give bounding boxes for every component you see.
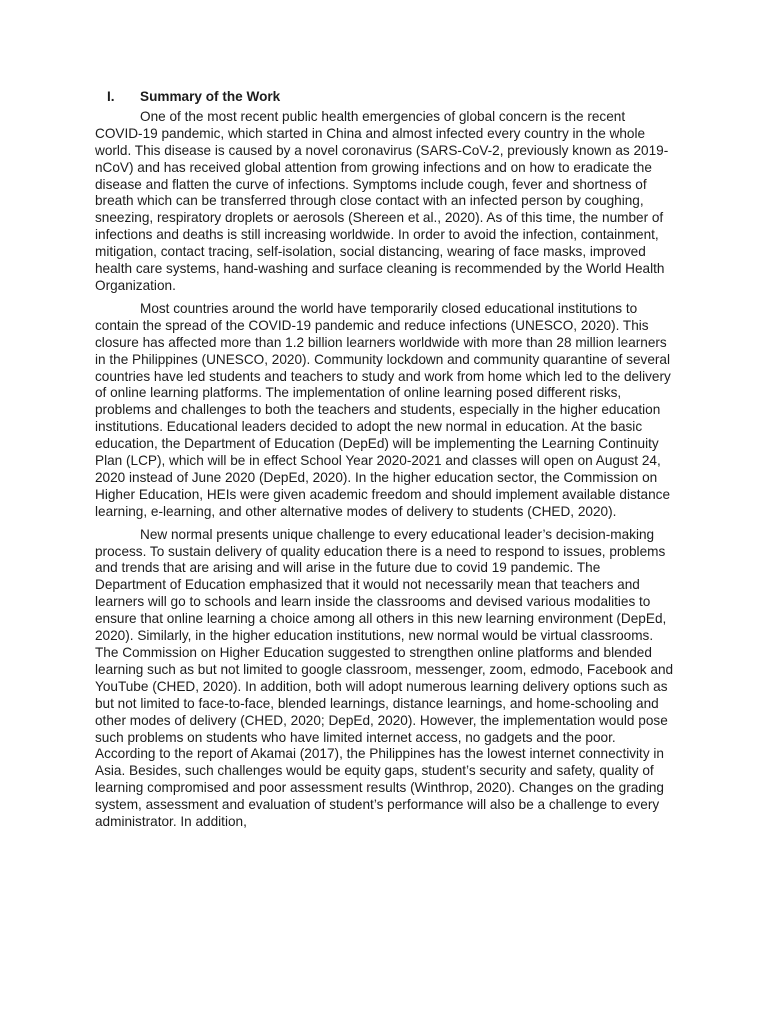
section-number: I.: [107, 89, 115, 104]
section-title: Summary of the Work: [140, 89, 281, 104]
paragraph-3: New normal presents unique challenge to every educational leader’s decision-making process. To sustain delivery of quality education there is a need to respond to issues, problems and trends that are arising and will arise in the future due to covid 19 pandemic. The Department of Education emphasized that it would not necessarily mean that teachers and learners will go to schools and learn inside the classrooms and devised various modalities to ensure that online learning a choice among all others in this new learning environment (DepEd, 2020). Similarly, in the higher education institutions, new normal would be virtual classrooms. The Commission on Higher Education suggested to strengthen online platforms and blended learning such as but not limited to google classroom, messenger, zoom, edmodo, Facebook and YouTube (CHED, 2020). In addition, both will adopt numerous learning delivery options such as but not limited to face-to-face, blended learnings, distance learnings, and home-schooling and other modes of delivery (CHED, 2020; DepEd, 2020). However, the implementation would pose such problems on students who have limited internet access, no gadgets and the poor. According to the report of Akamai (2017), the Philippines has the lowest internet connectivity in Asia. Besides, such challenges would be equity gaps, student’s security and safety, quality of learning compromised and poor assessment results (Winthrop, 2020). Changes on the grading system, assessment and evaluation of student’s performance will also be a challenge to every administrator. In addition,: [95, 526, 674, 830]
section-heading: [95, 89, 675, 106]
document-body: [95, 89, 675, 837]
paragraph-2: Most countries around the world have temporarily closed educational institutions to contain the spread of the COVID-19 pandemic and reduce infections (UNESCO, 2020). This closure has affected more than 1.2 billion learners worldwide with more than 28 million learners in the Philippines (UNESCO, 2020). Community lockdown and community quarantine of several countries have led students and teachers to study and work from home which led to the delivery of online learning platforms. The implementation of online learning posed different risks, problems and challenges to both the teachers and students, especially in the higher education institutions. Educational leaders decided to adopt the new normal in education. At the basic education, the Department of Education (DepEd) will be implementing the Learning Continuity Plan (LCP), which will be in effect School Year 2020-2021 and classes will open on August 24, 2020 instead of June 2020 (DepEd, 2020). In the higher education sector, the Commission on Higher Education, HEIs were given academic freedom and should implement available distance learning, e-learning, and other alternative modes of delivery to students (CHED, 2020).: [95, 300, 671, 519]
paragraph-1: One of the most recent public health emergencies of global concern is the recent COVID-19 pandemic, which started in China and almost infected every country in the whole world. This disease is caused by a novel coronavirus (SARS-CoV-2, previously known as 2019-nCoV) and has received global attention from growing infections and on how to eradicate the disease and flatten the curve of infections. Symptoms include cough, fever and shortness of breath which can be transferred through close contact with an infected person by coughing, sneezing, respiratory droplets or aerosols (Shereen et al., 2020). As of this time, the number of infections and deaths is still increasing worldwide. In order to avoid the infection, containment, mitigation, contact tracing, self-isolation, social distancing, wearing of face masks, improved health care systems, hand-washing and surface cleaning is recommended by the World Health Organization.: [95, 108, 669, 293]
